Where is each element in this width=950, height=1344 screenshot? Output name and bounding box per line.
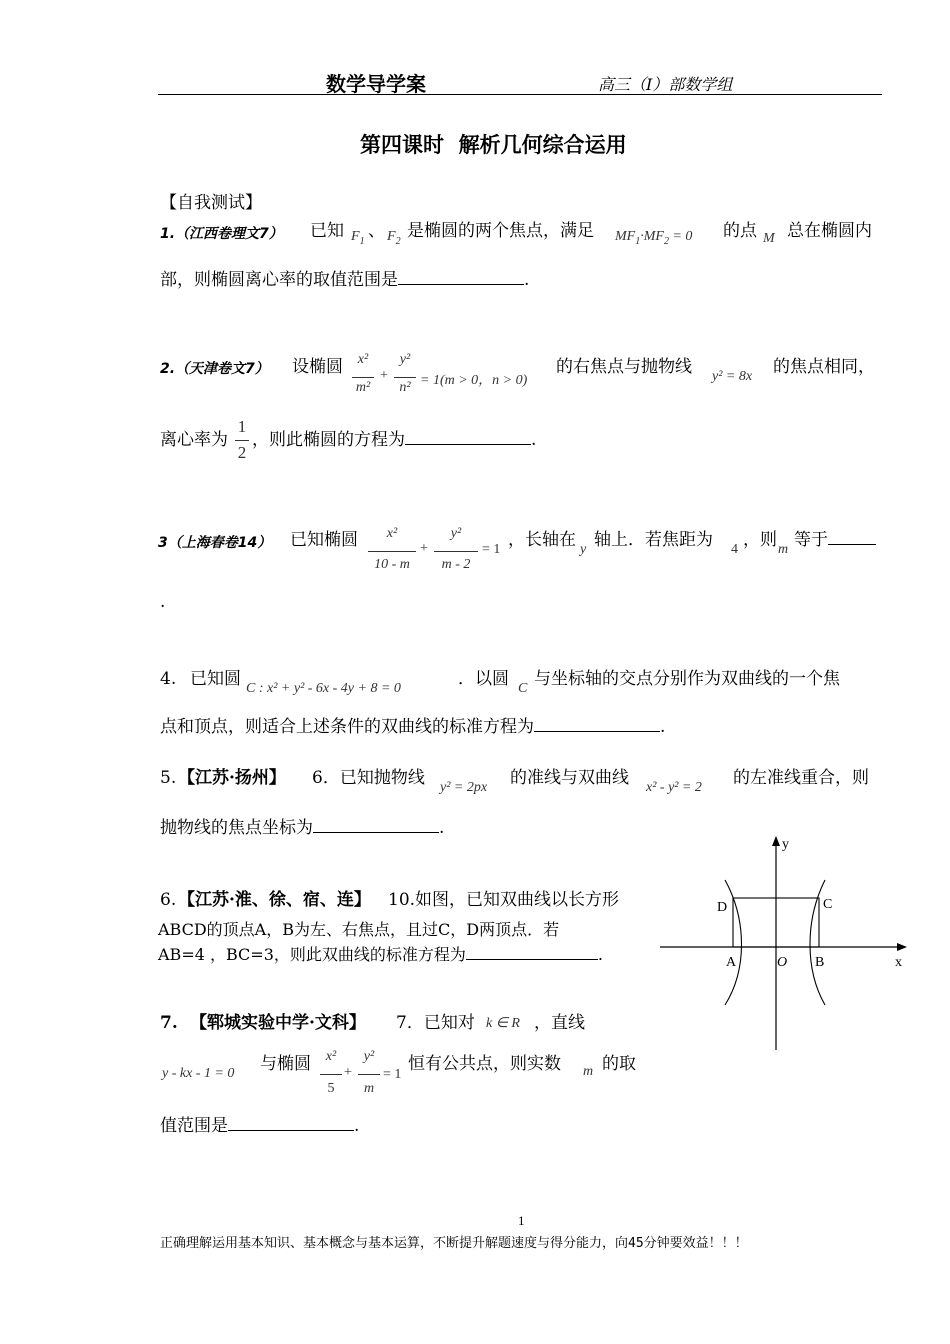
- header-title: 数学导学案: [326, 72, 426, 96]
- q7-line3: 值范围是 .: [160, 1116, 360, 1136]
- q6-source: 【江苏·淮、徐、宿、连】: [178, 890, 371, 910]
- q6-line2: ABCD的顶点A，B为左、右焦点，且过C，D两顶点．若: [158, 920, 560, 939]
- q5-text-a: 6．已知抛物线: [312, 768, 425, 788]
- q2-answer-blank[interactable]: [405, 430, 531, 445]
- q1-f1: $F_1$: [351, 229, 365, 247]
- q3-answer-blank[interactable]: [828, 530, 876, 545]
- q3-four: 4: [731, 542, 738, 557]
- label-o: O: [777, 955, 788, 970]
- lesson-title: 第四课时 解析几何综合运用: [360, 133, 627, 157]
- q5-line2: 抛物线的焦点坐标为 .: [160, 818, 445, 838]
- q3-frac-x-bar: [368, 551, 416, 552]
- q4-c: C: [518, 681, 528, 696]
- q3-m: m: [778, 542, 789, 557]
- label-y: y: [782, 837, 789, 852]
- q7-frac-y-num: y²: [363, 1049, 375, 1064]
- q4-text-b: ．以圆: [458, 669, 509, 689]
- q4-answer-blank[interactable]: [534, 717, 660, 732]
- q2-parabola: y² = 8x: [712, 369, 753, 384]
- q6-text-a: 10.如图，已知双曲线以长方形: [388, 890, 620, 910]
- q2-half-num: 1: [237, 417, 247, 436]
- q7-number: 7.: [160, 1013, 178, 1033]
- q2-frac-x-num: x²: [357, 352, 369, 367]
- q7-plus: +: [344, 1065, 352, 1080]
- q2-source: 2.（天津卷文7）: [160, 361, 269, 377]
- q3-eq1: = 1: [482, 542, 501, 557]
- label-d: D: [717, 900, 728, 915]
- q7-line-eq: y - kx - 1 = 0: [162, 1066, 235, 1081]
- q2-half-den: 2: [237, 443, 247, 462]
- q7-answer-blank[interactable]: [228, 1116, 354, 1131]
- q7-frac-x-num: x²: [325, 1049, 337, 1064]
- hyperbola-figure: [655, 830, 915, 1055]
- q2-condition: = 1(m > 0，n > 0): [420, 373, 528, 388]
- q5-source: 【江苏·扬州】: [178, 768, 286, 788]
- q7-text-e: 的取: [602, 1054, 636, 1074]
- q5-answer-blank[interactable]: [313, 818, 439, 833]
- q2-line2b: ，则此椭圆的方程为 .: [252, 430, 537, 450]
- q2-frac-x-den: m²: [355, 380, 371, 395]
- q7-eq1: = 1: [383, 1067, 402, 1082]
- q1-sep: 、: [368, 221, 385, 241]
- q7-k-in-r: k ∈ R: [486, 1016, 520, 1031]
- q3-source: 3（上海春卷14）: [158, 535, 272, 551]
- q2-frac-y-num: y²: [399, 352, 411, 367]
- q2-line2a: 离心率为: [160, 430, 228, 450]
- q4-circle-eq: C : x² + y² - 6x - 4y + 8 = 0: [246, 681, 401, 696]
- q2-frac-y-bar: [394, 377, 416, 378]
- q4-text-c: 与坐标轴的交点分别作为双曲线的一个焦: [534, 669, 840, 689]
- q1-line2: 部，则椭圆离心率的取值范围是 .: [160, 270, 530, 290]
- q1-text-c: 的点: [723, 221, 757, 241]
- q3-frac-y-den: m - 2: [441, 557, 471, 572]
- q1-f2: $F_2$: [387, 229, 401, 247]
- q3-text-d: ，则: [743, 530, 777, 550]
- q5-parabola: y² = 2px: [440, 780, 488, 795]
- q7-frac-y-bar: [358, 1074, 380, 1075]
- header-dept: 高三（Ⅰ）部数学组: [598, 75, 733, 94]
- q1-text-d: 总在椭圆内: [787, 221, 872, 241]
- q5-hyperbola: x² - y² = 2: [646, 780, 702, 795]
- q5-text-c: 的左准线重合，则: [733, 768, 869, 788]
- q1-vector-eq: $MF_1\cdot MF_2 = 0$: [615, 229, 693, 247]
- q3-frac-x-den: 10 - m: [374, 557, 410, 572]
- label-x: x: [895, 955, 902, 970]
- q3-end: .: [160, 592, 166, 612]
- q5-text-b: 的准线与双曲线: [510, 768, 629, 788]
- q1-answer-blank[interactable]: [398, 270, 524, 285]
- q6-line3: AB=4 ，BC=3，则此双曲线的标准方程为 .: [158, 945, 603, 964]
- q2-text-b: 的右焦点与抛物线: [556, 357, 692, 377]
- q7-text-d: 恒有公共点，则实数: [408, 1054, 561, 1074]
- q4-text-a: 已知圆: [190, 669, 241, 689]
- q7-frac-y-den: m: [363, 1081, 375, 1096]
- q1-point-m: M: [763, 231, 775, 246]
- q2-half-bar: [235, 440, 249, 441]
- page-number: 1: [518, 1213, 525, 1228]
- q7-text-b: ，直线: [534, 1013, 585, 1033]
- q7-m: m: [583, 1064, 594, 1079]
- q3-frac-y-bar: [434, 551, 478, 552]
- q1-source: 1.（江西卷理文7）: [160, 226, 283, 242]
- q7-source: 【郓城实验中学·文科】: [190, 1013, 366, 1033]
- x-axis-arrow: [897, 943, 907, 951]
- q3-y: y: [580, 542, 587, 557]
- q7-text-a: 7．已知对: [396, 1013, 475, 1033]
- q1-text-b: 是椭圆的两个焦点，满足: [407, 221, 594, 241]
- q7-frac-x-bar: [320, 1074, 342, 1075]
- q6-number: 6.: [160, 890, 177, 910]
- q1-text-a: 已知: [310, 221, 344, 241]
- q3-frac-y-num: y²: [450, 526, 462, 541]
- q3-text-c: 轴上．若焦距为: [594, 530, 713, 550]
- q4-number: 4.: [160, 669, 177, 689]
- q2-text-a: 设椭圆: [292, 357, 343, 377]
- q7-text-c: 与椭圆: [260, 1054, 311, 1074]
- q2-plus: +: [380, 368, 388, 383]
- q3-text-a: 已知椭圆: [290, 530, 358, 550]
- q3-plus: +: [420, 541, 428, 556]
- q3-frac-x-num: x²: [386, 526, 398, 541]
- label-c: C: [823, 897, 833, 912]
- y-axis-arrow: [772, 836, 780, 846]
- q3-text-e: 等于: [794, 530, 876, 550]
- label-b: B: [815, 955, 825, 970]
- section-label: 【自我测试】: [160, 193, 262, 213]
- label-a: A: [726, 955, 737, 970]
- footer-motto: 正确理解运用基本知识、基本概念与基本运算，不断提升解题速度与得分能力，向45分钟要效益！！！: [160, 1236, 748, 1251]
- q2-frac-x-bar: [352, 377, 374, 378]
- q2-frac-y-den: n²: [399, 380, 411, 395]
- q2-text-c: 的焦点相同，: [773, 357, 875, 377]
- header-rule: [158, 94, 882, 95]
- q3-text-b: ，长轴在: [508, 530, 576, 550]
- q5-number: 5.: [160, 768, 177, 788]
- q4-line2: 点和顶点，则适合上述条件的双曲线的标准方程为 .: [160, 717, 666, 737]
- q7-frac-x-den: 5: [327, 1081, 335, 1096]
- q6-answer-blank[interactable]: [466, 945, 598, 960]
